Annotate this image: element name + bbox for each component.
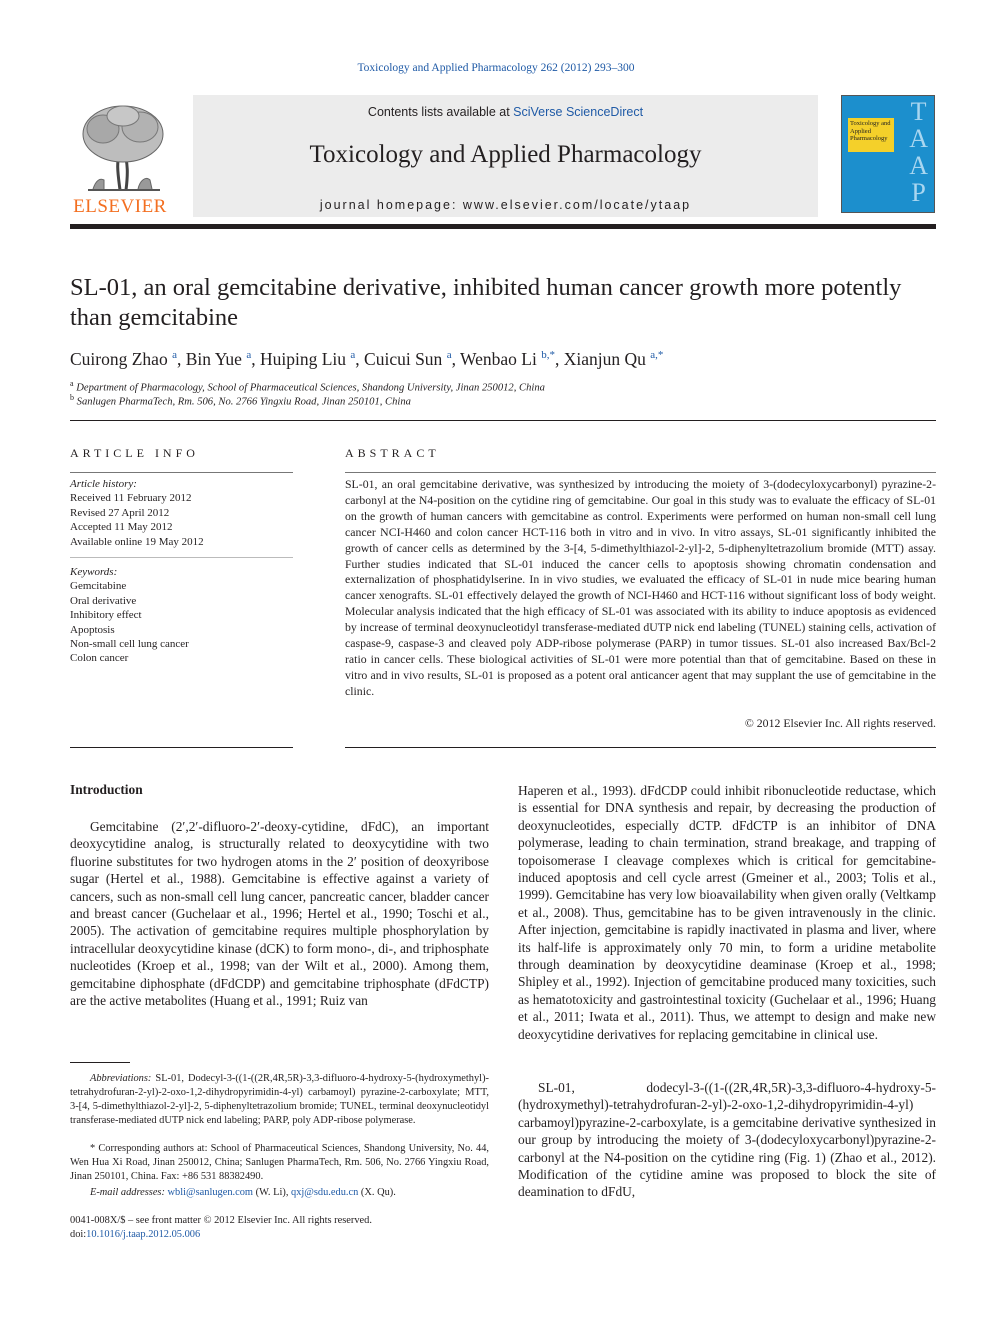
- affiliation: [70, 391, 940, 410]
- abbreviations-text: SL-01, Dodecyl-3-((1-((2R,4R,5R)-3,3-difluoro-4-hydroxy-5-(hydroxymethyl)-tetrahydrofuran-2-yl)-2-oxo-1,2-dihydropyrimidin-4-yl) carbamoyl) pyrazine-2-carboxylate; MTT, 3-[4, 5-dimethylthiazol-2-yl]-2, 5-diphenyltetrazolium bromide; TUNEL, terminal deoxynucleotidyl transferase-mediated dUTP nick end labeling; PARP, poly ADP-ribose polymerase.: [70, 1073, 489, 1126]
- author-affil-sup[interactable]: a: [350, 349, 356, 361]
- cover-letters: [909, 98, 928, 206]
- keywords-label: Keywords:: [70, 566, 118, 578]
- cover-label: Toxicology and Applied Pharmacology: [848, 118, 894, 152]
- cover-letter: T: [910, 97, 927, 126]
- contents-line: [193, 105, 818, 119]
- email-footnote: [70, 1186, 489, 1200]
- author-name[interactable]: Cuirong Zhao: [70, 348, 168, 369]
- author-name[interactable]: Huiping Liu: [259, 348, 347, 369]
- email-label: E-mail addresses:: [90, 1187, 165, 1198]
- keyword: Gemcitabine: [70, 580, 127, 593]
- affiliation-text: Department of Pharmacology, School of Pharmaceutical Sciences, Shandong University, Jinan 250012, China: [76, 382, 545, 394]
- info-bottom-rule: [70, 747, 293, 748]
- footnote-rule: [70, 1062, 130, 1063]
- affiliation-sup: b: [70, 393, 74, 402]
- history-item: Available online 19 May 2012: [70, 535, 204, 548]
- doi-link[interactable]: 10.1016/j.taap.2012.05.006: [86, 1229, 201, 1240]
- corresponding-footnote: * Corresponding authors at: School of Pharmaceutical Sciences, Shandong University, No. 44, Wen Hua Xi Road, Jinan 250012, China; Sanlugen PharmaTech, Rm. 506, No. 2766 Yingxiu Road, Jinan 250101, China. Fax: +86 531 88382490.: [70, 1143, 489, 1182]
- doi-line: [70, 1228, 489, 1242]
- abstract-rule: [345, 472, 936, 473]
- header-rule: [70, 224, 936, 229]
- cover-letter: P: [911, 178, 926, 207]
- journal-homepage[interactable]: journal homepage: www.elsevier.com/locate/ytaap: [319, 198, 692, 212]
- history-item: Accepted 11 May 2012: [70, 521, 173, 534]
- abstract-heading: ABSTRACT: [345, 446, 440, 460]
- author-affil-sup[interactable]: b,*: [541, 349, 555, 361]
- contents-prefix: Contents lists available at: [367, 105, 514, 119]
- info-rule: [70, 472, 293, 473]
- section-rule: [70, 420, 936, 421]
- cover-letter: A: [909, 151, 928, 180]
- history-label: Article history:: [70, 478, 137, 490]
- keyword: Inhibitory effect: [70, 609, 142, 622]
- keywords: [70, 565, 293, 666]
- keyword: Apoptosis: [70, 623, 115, 636]
- history-item: Received 11 February 2012: [70, 492, 192, 505]
- author-name[interactable]: Xianjun Qu: [563, 348, 646, 369]
- author-affil-sup[interactable]: a: [172, 349, 177, 361]
- keyword: Oral derivative: [70, 594, 137, 607]
- abbreviations-footnote: [70, 1072, 489, 1128]
- journal-title: Toxicology and Applied Pharmacology: [309, 141, 702, 168]
- author-affil-sup[interactable]: a: [246, 349, 252, 361]
- email-owner: (W. Li),: [253, 1187, 292, 1198]
- history-item: Revised 27 April 2012: [70, 506, 170, 519]
- doi-label: doi:: [70, 1229, 87, 1240]
- author-affil-sup[interactable]: a,*: [650, 349, 664, 361]
- article-info-heading: ARTICLE INFO: [70, 446, 199, 460]
- email-link[interactable]: wbli@sanlugen.com: [167, 1187, 254, 1198]
- keyword: Colon cancer: [70, 652, 129, 665]
- elsevier-wordmark: ELSEVIER: [73, 196, 167, 217]
- author-list: Cuirong Zhao $^a$, Bin Yue $^a$, Huiping Liu $^a$, Cuicui Sun $^a$, Wenbao Li $^{b,*}$, Xianjun Qu $^{a,*}$: [70, 348, 664, 369]
- abstract-text: SL-01, an oral gemcitabine derivative, was synthesized by introducing the moiety of 3-(dodecyloxycarbonyl) pyrazine-2-carbonyl at the N4-position on the cytidine ring of gemcitabine. Our goal in this study was to evaluate the efficacy of SL-01 on the growth of human cancers with gemcitabine as control. Experiments were performed on human non-small cell lung cancer NCI-H460 and colon cancer HCT-116 both in vitro and in vivo. In vitro assays, SL-01 significantly inhibited the growth of cancer cells as determined by the 3-[4, 5-dimethylthiazol-2-yl]-2, 5-diphenyltetrazolium bromide (MTT) assay. Further studies indicated that SL-01 induced the cancer cells to apoptosis showing chromatin condensation and externalization of phosphatidylserine. In in vivo studies, we evaluated the efficacy of SL-01 in nude mice bearing human cancer xenografts. SL-01 effectively delayed the growth of NCI-H460 and HCT-116 without significant loss of body weight. Molecular analysis indicated that the high efficacy of SL-01 was associated with its ability to induce apoptosis as evidenced by increase of terminal deoxynucleotidyl transferase-mediated dUTP nick end labeling (TUNEL) staining cells, activation of caspase-9, caspase-3 and cleaved poly ADP-ribose polymerase (PARP) in tumor tissues. SL-01 also increased Bax/Bcl-2 ratio in cancer cells. These biological activities of SL-01 were more potential than that of gemcitabine. Based on these in vitro and in vivo results, SL-01 is proposed as a potent oral anticancer agent that may supplant the use of gemcitabine in the clinic.: [345, 477, 936, 698]
- front-matter: 0041-008X/$ – see front matter © 2012 Elsevier Inc. All rights reserved.: [70, 1215, 372, 1226]
- sciencedirect-link[interactable]: SciVerse ScienceDirect: [513, 105, 644, 119]
- cover-letter: A: [909, 124, 928, 153]
- email-owner: (X. Qu).: [358, 1187, 396, 1198]
- article-title: SL-01, an oral gemcitabine derivative, inhibited human cancer growth more potently than gemcitabine: [70, 274, 902, 331]
- email-link[interactable]: qxj@sdu.edu.cn: [291, 1187, 359, 1198]
- journal-reference-link[interactable]: Toxicology and Applied Pharmacology 262 (2012) 293–300: [357, 62, 635, 74]
- journal-cover-image[interactable]: [841, 95, 935, 213]
- article-history: [70, 477, 293, 549]
- author-name[interactable]: Wenbao Li: [460, 348, 537, 369]
- author-name[interactable]: Bin Yue: [185, 348, 242, 369]
- intro-paragraph-right-1: Haperen et al., 1993). dFdCDP could inhibit ribonucleotide reductase, which is essential for DNA synthesis and repair, by decreasing the production of deoxynucleotides, especially dCTP. dFdCTP is an inhibitor of DNA polymerase, leading to chain termination, strand breakage, and trapping of topoisomerase I cleavage complexes which is critical for gemcitabine-induced apoptosis and cell cycle arrest (Gmeiner et al., 2003; Tolis et al., 1999). Gemcitabine has very low bioavailability when given orally (Veltkamp et al., 2008). Thus, gemcitabine has to be given intravenously in the clinic. After injection, gemcitabine is rapidly inactivated in plasma and liver, where its half-life is approximately only 70 min, to form a uridine metabolite through deamination by deoxycytidine deaminase (Kroep et al., 1998; Shipley et al., 1992). Injection of gemcitabine produced many toxicities, such as hematotoxicity and gastrointestinal toxicity (Guchelaar et al., 1996; Huang et al., 2011; Iwata et al., 2011). Thus, we attempt to design and make new deoxycytidine derivatives for replacing gemcitabine in clinical use.: [518, 783, 936, 1042]
- author-name[interactable]: Cuicui Sun: [364, 348, 443, 369]
- affiliation-sup: a: [70, 379, 74, 388]
- author-affil-sup[interactable]: a: [446, 349, 452, 361]
- abstract-copyright: © 2012 Elsevier Inc. All rights reserved.: [744, 716, 936, 730]
- info-divider: [70, 557, 293, 558]
- intro-paragraph-right-2: SL-01, dodecyl-3-((1-((2R,4R,5R)-3,3-difluoro-4-hydroxy-5-(hydroxymethyl)-tetrahydrofuran-2-yl)-2-oxo-1,2-dihydropyrimidin-4-yl) carbamoyl)pyrazine-2-carboxylate, is a gemcitabine derivative synthesized in our group by introducing the moiety of 3-(dodecyloxycarbonyl)pyrazine-2-carbonyl at the N4-position on the cytidine ring (Fig. 1) (Zhao et al., 2012). Modification of the cytidine amine was proposed to block the site of deamination to dFdU,: [518, 1080, 936, 1200]
- abstract-bottom-rule: [345, 747, 936, 748]
- affiliation-text: Sanlugen PharmaTech, Rm. 506, No. 2766 Yingxiu Road, Jinan 250101, China: [76, 396, 411, 408]
- abbreviations-label: Abbreviations:: [90, 1073, 152, 1084]
- introduction-heading: Introduction: [70, 782, 143, 797]
- intro-paragraph-left: Gemcitabine (2′,2′-difluoro-2′-deoxy-cytidine, dFdC), an important deoxycytidine analog, is structurally related to deoxycytidine with two fluorine substitutes for two hydrogen atoms in the 2′ position of deoxyribose sugar (Hertel et al., 1988). Gemcitabine is effective against a variety of cancers, such as non-small cell lung cancer, pancreatic cancer, bladder cancer and breast cancer (Guchelaar et al., 1996; Hertel et al., 1990; Toschi et al., 2005). The activation of gemcitabine requires multiple phosphorylation by intracellular deoxycytidine kinase (dCK) to form mono-, di-, and triphosphate nucleotides (Kroep et al., 1998; van der Wilt et al., 2000). Among them, gemcitabine diphosphate (dFdCDP) and gemcitabine triphosphate (dFdCTP) are the active metabolites (Huang et al., 1991; Ruiz van: [70, 819, 489, 1009]
- keyword: Non-small cell lung cancer: [70, 638, 189, 651]
